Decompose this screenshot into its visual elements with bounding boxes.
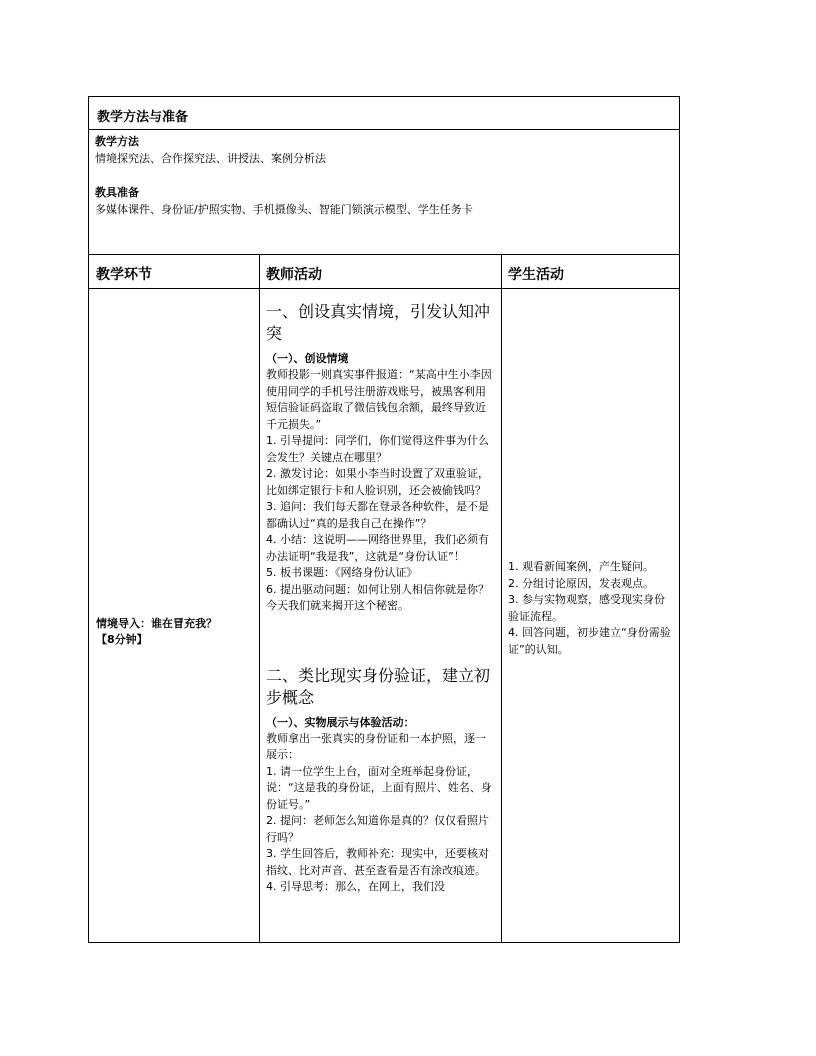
stage-content: [96, 616, 252, 648]
lesson-plan-table: [88, 96, 680, 943]
prep-text: 多媒体课件、身份证/护照实物、手机摄像头、智能门锁演示模型、学生任务卡: [95, 203, 473, 216]
stage-cell: [89, 289, 259, 942]
student-cell: [501, 289, 679, 942]
student-activity-item: 4. 回答问题，初步建立“身份需验证”的认知。: [508, 626, 671, 656]
teacher-cell: [259, 289, 501, 942]
teacher-part1-para: 6. 提出驱动问题：如何让别人相信你就是你？今天我们就来揭开这个秘密。: [266, 582, 489, 612]
stage-title: 情境导入：谁在冒充我？: [96, 617, 217, 630]
teacher-part1-para: 2. 激发讨论：如果小李当时设置了双重验证，比如绑定银行卡和人脸识别，还会被偷钱吗？: [266, 467, 489, 497]
methods-spacer: [95, 167, 673, 184]
teacher-part1-para: 5. 板书课题：《网络身份认证》: [266, 566, 418, 579]
teacher-part1-para: 4. 小结：这说明——网络世界里，我们必须有办法证明“我是我”，这就是“身份认证”！: [266, 533, 489, 563]
teacher-part2-para: 教师拿出一张真实的身份证和一本护照，逐一展示：: [266, 731, 486, 761]
prep-title: 教具准备: [95, 186, 139, 199]
teacher-part1-para: 3. 追问：我们每天都在登录各种软件，是不是都确认过“真的是我自己在操作”？: [266, 500, 489, 530]
teacher-part2-para: 1. 请一位学生上台，面对全班举起身份证，说：“这是我的身份证，上面有照片、姓名、身份证号。”: [266, 764, 492, 811]
table-body-row: [89, 289, 679, 942]
stage-duration: 【8分钟】: [96, 633, 148, 646]
teacher-part2-para: 2. 提问：老师怎么知道你是真的？仅仅看照片行吗？: [266, 814, 489, 844]
student-content: [508, 559, 672, 658]
method-title: 教学方法: [95, 135, 139, 148]
teacher-part2-para: 3. 学生回答后，教师补充：现实中，还要核对指纹、比对声音、甚至查看是否有涂改痕迹。: [266, 847, 489, 877]
student-activity-item: 3. 参与实物观察，感受现实身份验证流程。: [508, 593, 665, 623]
teacher-part1-title: 一、创设真实情境，引发认知冲突: [266, 302, 491, 343]
teacher-part1-para: 教师投影一则真实事件报道：“某高中生小李因使用同学的手机号注册游戏账号，被黑客利用短信验证码盗取了微信钱包余额，最终导致近千元损失。”: [266, 368, 492, 431]
table-header-row: [89, 255, 679, 289]
header-stage: 教学环节: [96, 267, 152, 283]
teacher-gap: [266, 615, 494, 653]
header-teacher: 教师活动: [266, 267, 322, 283]
header-student: 学生活动: [508, 267, 564, 283]
teacher-part2-para: 4. 引导思考：那么，在网上，我们没: [266, 880, 445, 893]
teacher-part1-subtitle: （一）、创设情境: [266, 352, 349, 365]
method-text: 情境探究法、合作探究法、讲授法、案例分析法: [95, 152, 326, 165]
section-title: 教学方法与准备: [97, 110, 189, 125]
teacher-part1-para: 1. 引导提问：同学们，你们觉得这件事为什么会发生？关键点在哪里？: [266, 434, 489, 464]
student-activity-item: 1. 观看新闻案例，产生疑问。: [508, 560, 654, 573]
teacher-part2-title: 二、类比现实身份验证，建立初步概念: [266, 665, 491, 707]
section-title-row: [89, 97, 679, 130]
methods-row: [89, 130, 679, 255]
teacher-part2-subtitle: （一）、实物展示与体验活动：: [266, 715, 415, 729]
student-activity-item: 2. 分组讨论原因，发表观点。: [508, 576, 654, 590]
